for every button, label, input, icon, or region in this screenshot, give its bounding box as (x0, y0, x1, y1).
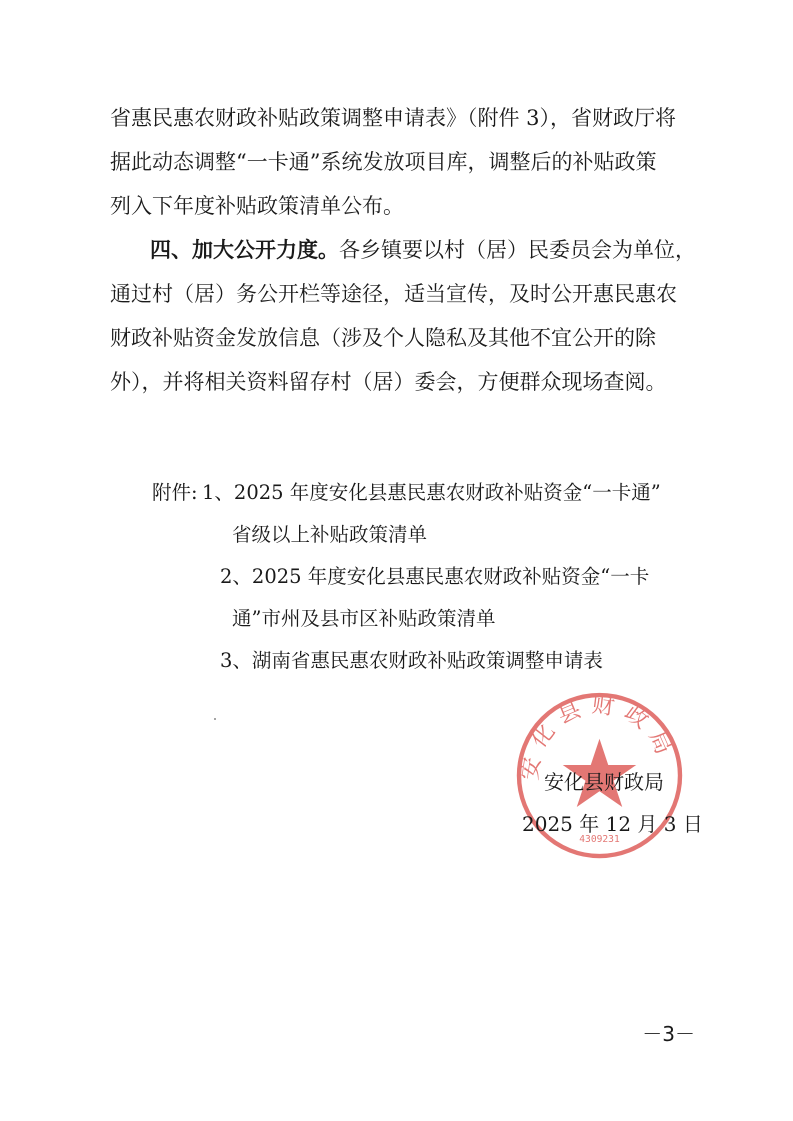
attachment-item-2: 2、2025 年度安化县惠民惠农财政补贴资金“一卡 (220, 565, 650, 588)
scan-speck (214, 718, 216, 720)
attachment-item-2-cont: 通”市州及县市区补贴政策清单 (232, 607, 496, 630)
attachment-item-1-cont: 省级以上补贴政策清单 (232, 523, 428, 546)
text-line (150, 235, 696, 265)
text-line: 列入下年度补贴政策清单公布。 (110, 194, 404, 218)
attachments-label: 附件: (152, 481, 198, 504)
text-line: 通过村（居）务公开栏等途径，适当宣传，及时公开惠民惠农 (110, 282, 677, 306)
issuer-name: 安化县财政局 (544, 770, 664, 794)
text-line: 外），并将相关资料留存村（居）委会，方便群众现场查阅。 (110, 370, 667, 394)
text-line: 省惠民惠农财政补贴政策调整申请表》（附件 3），省财政厅将 (110, 106, 677, 130)
text-line: 据此动态调整“一卡通”系统发放项目库，调整后的补贴政策 (110, 150, 657, 174)
text-span: 各乡镇要以村（居）民委员会为单位， (339, 238, 696, 262)
page-number: －3－ (642, 1022, 695, 1046)
svg-text:4309231: 4309231 (579, 834, 620, 845)
attachment-item-1: 1、2025 年度安化县惠民惠农财政补贴资金“一卡通” (202, 481, 661, 504)
text-line: 财政补贴资金发放信息（涉及个人隐私及其他不宜公开的除 (110, 326, 656, 350)
section-heading: 四、加大公开力度。 (150, 238, 339, 262)
attachment-item-3: 3、湖南省惠民惠农财政补贴政策调整申请表 (220, 649, 603, 672)
issue-date: 2025 年 12 月 3 日 (522, 812, 703, 836)
svg-text:安化县财政局: 安化县财政局 (516, 691, 681, 782)
